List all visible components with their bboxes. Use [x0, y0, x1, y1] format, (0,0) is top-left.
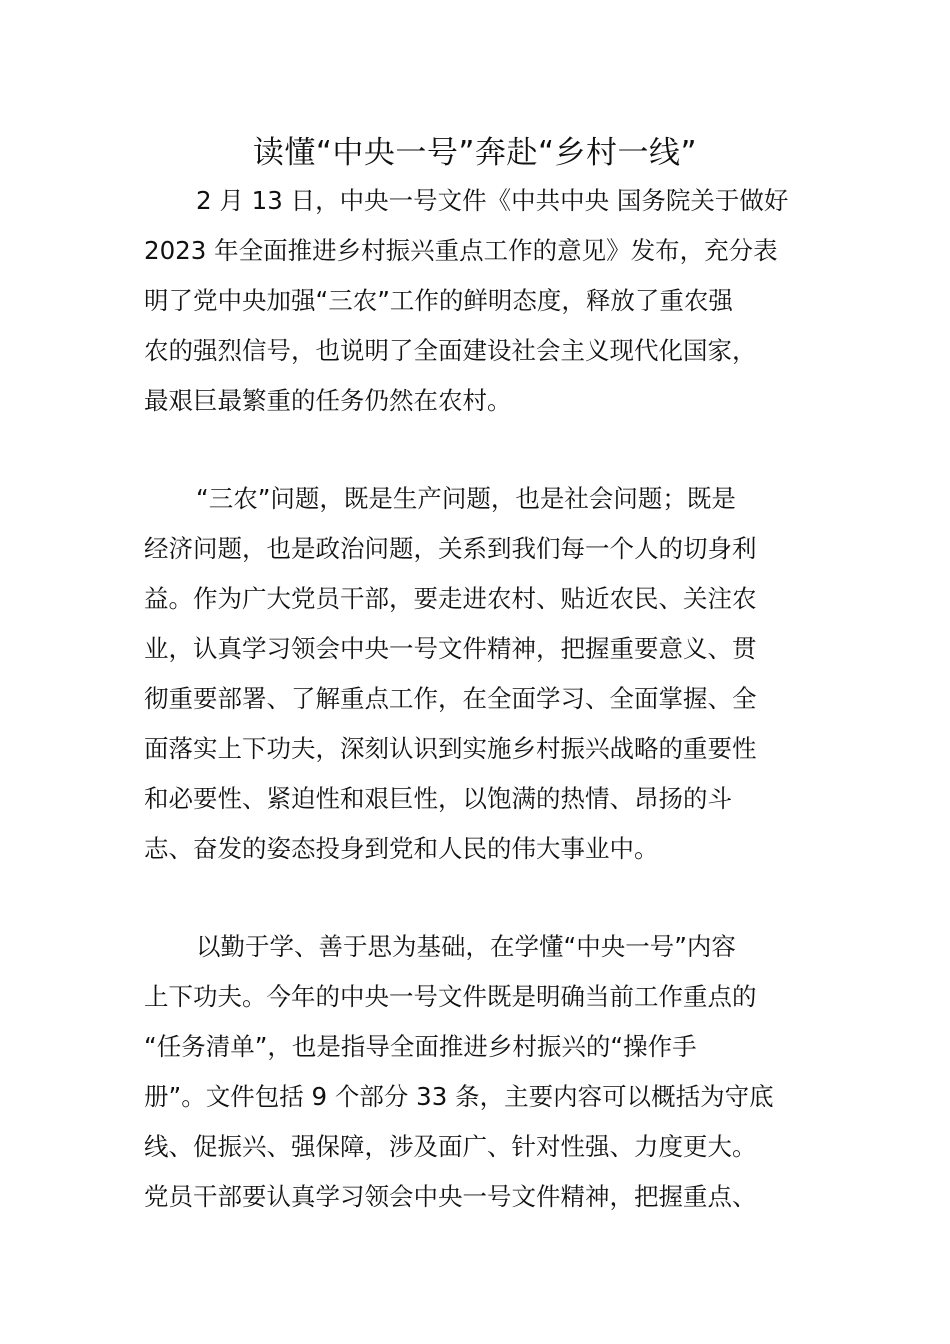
paragraph-1 [144, 176, 814, 426]
document-title: 读懂“中央一号”奔赴“乡村一线” [252, 135, 698, 171]
paragraph-line: 业，认真学习领会中央一号文件精神，把握重要意义、贯 [144, 634, 757, 663]
paragraph-line: 线、促振兴、强保障，涉及面广、针对性强、力度更大。 [144, 1132, 757, 1161]
paragraph-line: “三农”问题，既是生产问题，也是社会问题；既是 [196, 484, 736, 513]
paragraph-3 [144, 922, 814, 1222]
paragraph-line: 志、奋发的姿态投身到党和人民的伟大事业中。 [144, 834, 659, 863]
paragraph-2 [144, 474, 814, 874]
paragraph-line: 最艰巨最繁重的任务仍然在农村。 [144, 386, 512, 415]
paragraph-line: 党员干部要认真学习领会中央一号文件精神，把握重点、 [144, 1182, 757, 1211]
paragraph-line: “任务清单”，也是指导全面推进乡村振兴的“操作手 [144, 1032, 697, 1061]
paragraph-line: 2023 年全面推进乡村振兴重点工作的意见》发布，充分表 [144, 236, 778, 265]
paragraph-line: 面落实上下功夫，深刻认识到实施乡村振兴战略的重要性 [144, 734, 757, 763]
paragraph-line: 彻重要部署、了解重点工作，在全面学习、全面掌握、全 [144, 684, 757, 713]
paragraph-line: 以勤于学、善于思为基础，在学懂“中央一号”内容 [196, 932, 736, 961]
paragraph-line: 2 月 13 日，中央一号文件《中共中央 国务院关于做好 [196, 186, 789, 215]
paragraph-line: 和必要性、紧迫性和艰巨性，以饱满的热情、昂扬的斗 [144, 784, 732, 813]
paragraph-line: 农的强烈信号，也说明了全面建设社会主义现代化国家， [144, 336, 757, 365]
paragraph-line: 册”。文件包括 9 个部分 33 条，主要内容可以概括为守底 [144, 1082, 774, 1111]
paragraph-line: 益。作为广大党员干部，要走进农村、贴近农民、关注农 [144, 584, 757, 613]
paragraph-line: 上下功夫。今年的中央一号文件既是明确当前工作重点的 [144, 982, 757, 1011]
paragraph-line: 明了党中央加强“三农”工作的鲜明态度，释放了重农强 [144, 286, 733, 315]
paragraph-line: 经济问题，也是政治问题，关系到我们每一个人的切身利 [144, 534, 757, 563]
